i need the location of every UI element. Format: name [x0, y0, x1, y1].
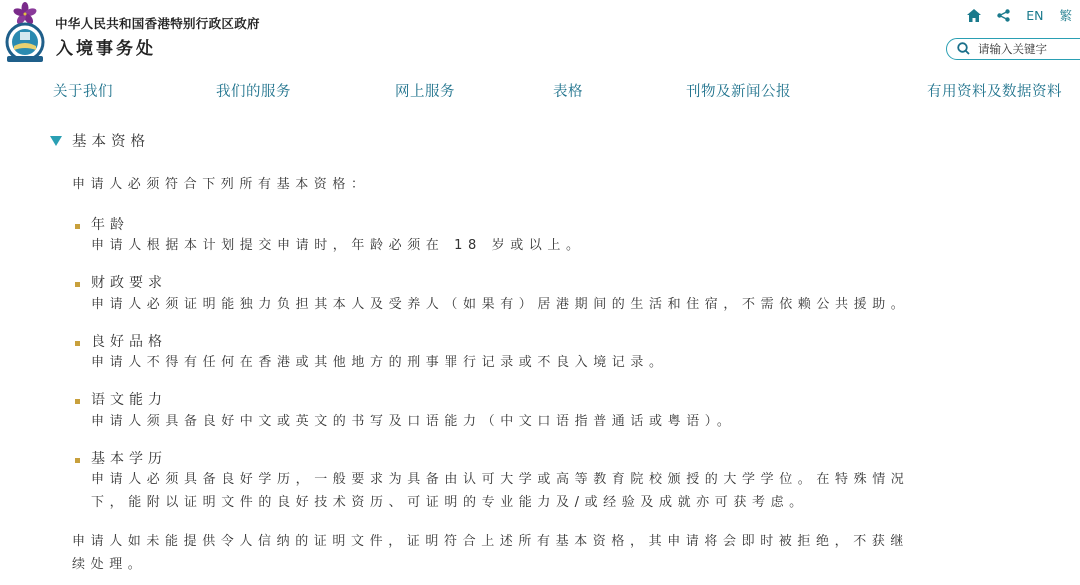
section-header[interactable] — [50, 130, 150, 151]
main-nav — [0, 80, 1080, 102]
search-input[interactable] — [978, 42, 1080, 56]
item-title-financial: 财政要求 — [91, 275, 167, 291]
immigration-department-logo[interactable] — [2, 2, 48, 64]
item-title-age: 年龄 — [91, 217, 129, 233]
header — [0, 0, 1080, 70]
government-name: 中华人民共和国香港特别行政区政府 — [55, 16, 260, 31]
bullet-icon — [75, 341, 80, 346]
bullet-icon — [75, 282, 80, 287]
item-desc-character: 申请人不得有任何在香港或其他地方的刑事罪行记录或不良入境记录。 — [91, 355, 668, 370]
section-intro: 申请人必须符合下列所有基本资格： — [72, 177, 370, 192]
item-desc-age: 申请人根据本计划提交申请时，年龄必须在 18 岁或以上。 — [91, 238, 585, 253]
bullet-icon — [75, 224, 80, 229]
item-desc-education-line1: 申请人必须具备良好学历，一般要求为具备由认可大学或高等教育院校颁授的大学学位。在特殊情况 — [91, 472, 910, 487]
section-footer-line1: 申请人如未能提供令人信纳的证明文件，证明符合上述所有基本资格，其申请将会即时被拒绝，不获继 — [72, 534, 910, 549]
section-title: 基本资格 — [72, 134, 150, 150]
nav-item-about-us[interactable]: 关于我们 — [53, 84, 113, 100]
item-title-character: 良好品格 — [91, 334, 167, 350]
item-desc-language: 申请人须具备良好中文或英文的书写及口语能力（中文口语指普通话或粤语）。 — [91, 414, 736, 429]
nav-item-publications-press[interactable]: 刊物及新闻公报 — [686, 84, 791, 100]
language-en-link[interactable]: EN — [1026, 7, 1044, 23]
bullet-icon — [75, 399, 80, 404]
search-box[interactable] — [946, 38, 1080, 60]
nav-item-forms[interactable]: 表格 — [553, 84, 583, 100]
language-traditional-link[interactable]: 繁 — [1059, 8, 1072, 23]
search-icon[interactable] — [957, 40, 970, 59]
item-title-education: 基本学历 — [91, 451, 167, 467]
nav-item-online-services[interactable]: 网上服务 — [395, 84, 455, 100]
item-desc-financial: 申请人必须证明能独力负担其本人及受养人（如果有）居港期间的生活和住宿，不需依赖公共援助。 — [91, 297, 910, 312]
item-desc-education-line2: 下，能附以证明文件的良好技术资历、可证明的专业能力及/或经验及成就亦可获考虑。 — [91, 495, 808, 510]
item-title-language: 语文能力 — [91, 392, 167, 408]
bullet-icon — [75, 458, 80, 463]
home-icon[interactable] — [967, 9, 981, 22]
top-utility-bar — [967, 5, 1072, 25]
nav-item-useful-info-data[interactable]: 有用资料及数据资料 — [927, 84, 1062, 100]
collapse-triangle-icon[interactable] — [50, 136, 62, 146]
nav-item-our-services[interactable]: 我们的服务 — [216, 84, 291, 100]
share-icon[interactable] — [997, 9, 1010, 22]
department-name[interactable]: 入境事务处 — [56, 39, 156, 59]
section-footer-line2: 续处理。 — [72, 557, 147, 572]
